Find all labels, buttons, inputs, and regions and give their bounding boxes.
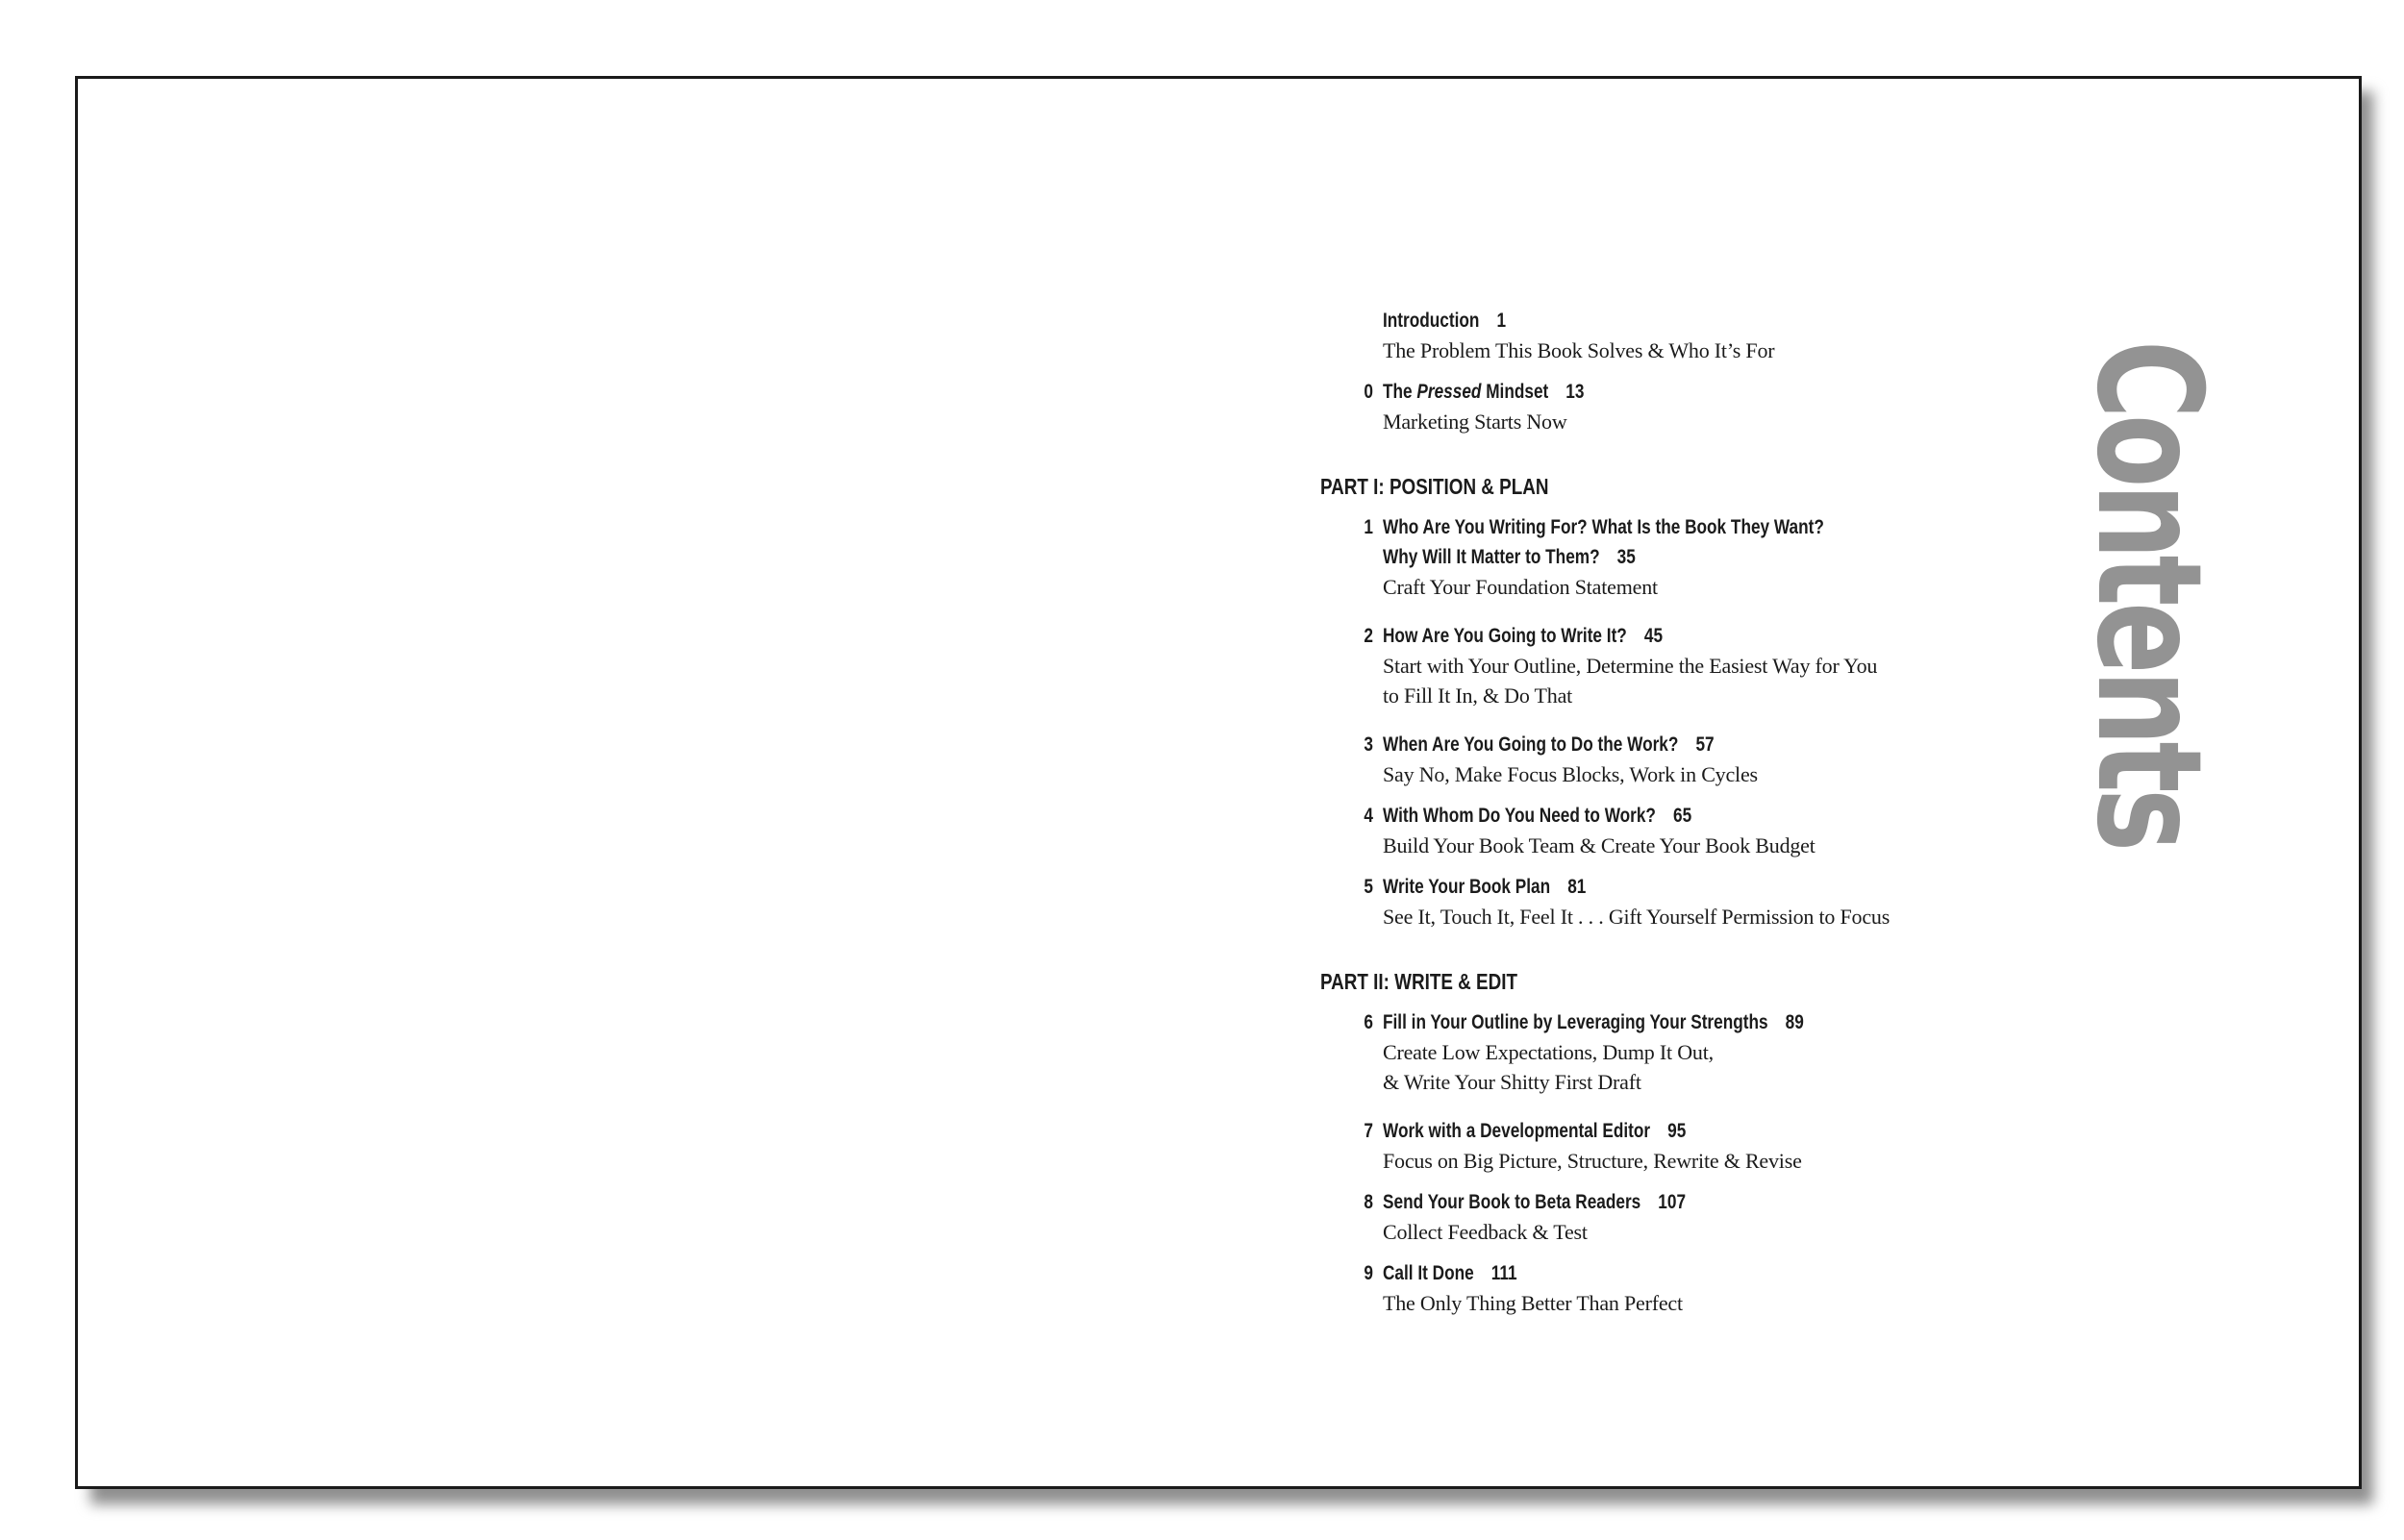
chapter-title-part: Send Your Book to Beta Readers: [1383, 1191, 1641, 1213]
chapter-title: [1383, 872, 1884, 902]
chapter-subtitle: See It, Touch It, Feel It . . . Gift Yourself Permission to Focus: [1383, 905, 1891, 929]
page-number: 45: [1643, 625, 1664, 647]
contents-title: [2065, 340, 2288, 848]
page-number: 35: [1616, 546, 1636, 568]
chapter-title-part: Who Are You Writing For? What Is the Book They Want?: [1383, 516, 1824, 538]
page-number: 57: [1695, 733, 1715, 756]
chapter-number: 6: [1364, 1011, 1373, 1033]
chapter-title-part: Mindset: [1481, 381, 1549, 403]
contents-title-text: Contents: [2065, 340, 2232, 848]
chapter-number: 4: [1364, 805, 1373, 827]
chapter-number: 2: [1364, 625, 1373, 647]
book-spread: [75, 76, 2362, 1489]
chapter-title-part: Fill in Your Outline by Leveraging Your Strengths: [1383, 1011, 1768, 1033]
chapter-subtitle: Focus on Big Picture, Structure, Rewrite & Revise: [1383, 1149, 1802, 1173]
chapter-number: 0: [1364, 381, 1373, 403]
chapter-subtitle: Marketing Starts Now: [1383, 410, 1567, 434]
page-number: 65: [1673, 805, 1692, 827]
page-number: 81: [1567, 876, 1587, 898]
part-heading: PART II: WRITE & EDIT: [1320, 969, 1518, 994]
table-of-contents: [1320, 306, 1993, 1318]
chapter-subtitle: The Problem This Book Solves & Who It’s For: [1383, 338, 1775, 362]
toc-entry: [1320, 512, 1993, 602]
chapter-title: [1383, 306, 1884, 335]
chapter-subtitle: Collect Feedback & Test: [1383, 1220, 1588, 1244]
chapter-title-italic: Pressed: [1416, 381, 1482, 403]
chapter-number: 1: [1364, 516, 1373, 538]
chapter-title: [1383, 1258, 1884, 1288]
chapter-title-part: Work with a Developmental Editor: [1383, 1120, 1651, 1142]
toc-entry: [1320, 801, 1993, 860]
chapter-title-part: Why Will It Matter to Them?: [1383, 546, 1600, 568]
toc-entry: [1320, 1258, 1993, 1318]
toc-entry: [1320, 1116, 1993, 1176]
chapter-title: [1383, 377, 1884, 407]
part-heading: PART I: POSITION & PLAN: [1320, 474, 1549, 499]
toc-entry: [1320, 872, 1993, 931]
spacer: [1320, 860, 1993, 872]
chapter-number: 7: [1364, 1120, 1373, 1142]
chapter-subtitle: Say No, Make Focus Blocks, Work in Cycles: [1383, 762, 1758, 786]
spacer: [1320, 501, 1993, 512]
chapter-subtitle: Start with Your Outline, Determine the Easiest Way for You: [1383, 654, 1878, 678]
chapter-title-part: When Are You Going to Do the Work?: [1383, 733, 1679, 756]
chapter-title: [1383, 1187, 1884, 1217]
page-number: 107: [1658, 1191, 1687, 1213]
chapter-title: [1383, 621, 1884, 651]
page-number: 89: [1785, 1011, 1804, 1033]
page-number: 1: [1496, 310, 1507, 332]
spacer: [1320, 602, 1993, 621]
page-number: 95: [1667, 1120, 1687, 1142]
chapter-title-part: Call It Done: [1383, 1262, 1474, 1284]
spacer: [1320, 1176, 1993, 1187]
spacer: [1320, 789, 1993, 801]
chapter-title: [1383, 512, 1884, 542]
toc-entry: [1320, 730, 1993, 789]
chapter-subtitle: to Fill It In, & Do That: [1383, 683, 1573, 708]
chapter-number: 8: [1364, 1191, 1373, 1213]
toc-entry: [1320, 306, 1993, 365]
chapter-subtitle: Create Low Expectations, Dump It Out,: [1383, 1040, 1714, 1064]
page-number: 13: [1565, 381, 1585, 403]
toc-entry: [1320, 377, 1993, 436]
chapter-title: [1383, 542, 1884, 572]
toc-entry: [1320, 1187, 1993, 1247]
chapter-title-part: Write Your Book Plan: [1383, 876, 1551, 898]
chapter-title: [1383, 801, 1884, 831]
chapter-title: [1383, 1116, 1884, 1146]
chapter-title-part: With Whom Do You Need to Work?: [1383, 805, 1656, 827]
page-number: 111: [1490, 1262, 1517, 1284]
spacer: [1320, 931, 1993, 967]
toc-entry: [1320, 1007, 1993, 1097]
chapter-title-part: The: [1383, 381, 1417, 403]
chapter-subtitle: & Write Your Shitty First Draft: [1383, 1070, 1641, 1094]
spacer: [1320, 710, 1993, 730]
spacer: [1320, 436, 1993, 472]
chapter-subtitle: The Only Thing Better Than Perfect: [1383, 1291, 1683, 1315]
chapter-title-part: How Are You Going to Write It?: [1383, 625, 1627, 647]
chapter-number: 9: [1364, 1262, 1373, 1284]
chapter-title: [1383, 730, 1884, 759]
toc-entry: [1320, 621, 1993, 710]
chapter-title: [1383, 1007, 1884, 1037]
chapter-subtitle: Craft Your Foundation Statement: [1383, 575, 1658, 599]
chapter-subtitle: Build Your Book Team & Create Your Book Budget: [1383, 833, 1816, 857]
chapter-number: 5: [1364, 876, 1373, 898]
spacer: [1320, 1097, 1993, 1116]
chapter-title-part: Introduction: [1383, 310, 1480, 332]
spacer: [1320, 1247, 1993, 1258]
chapter-number: 3: [1364, 733, 1373, 756]
spacer: [1320, 996, 1993, 1007]
spacer: [1320, 365, 1993, 377]
